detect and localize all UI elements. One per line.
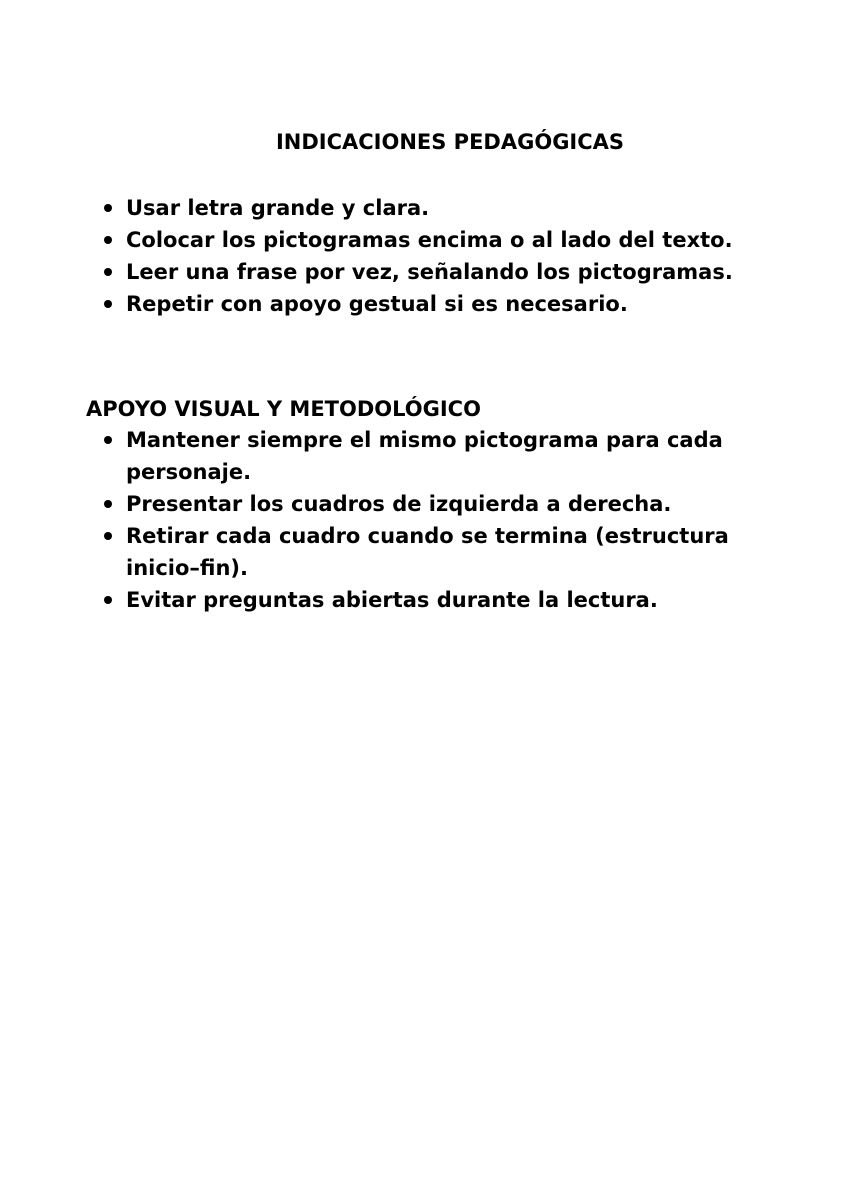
section-title-apoyo-visual: APOYO VISUAL Y METODOLÓGICO	[86, 397, 481, 421]
bullet-icon	[104, 532, 112, 540]
list-item-text: Repetir con apoyo gestual si es necesario.	[126, 292, 628, 316]
bullet-icon	[104, 500, 112, 508]
list-item-text: Colocar los pictogramas encima o al lado del texto.	[126, 228, 733, 252]
list-item	[104, 288, 794, 320]
bullet-icon	[104, 268, 112, 276]
bullet-icon	[104, 236, 112, 244]
list-item	[104, 584, 794, 616]
indicaciones-list	[104, 192, 794, 320]
list-item-text: Evitar preguntas abiertas durante la lectura.	[126, 588, 658, 612]
list-item-text: Presentar los cuadros de izquierda a derecha.	[126, 492, 672, 516]
list-item	[104, 256, 794, 288]
bullet-icon	[104, 300, 112, 308]
list-item	[104, 224, 794, 256]
list-item	[104, 488, 794, 520]
list-item-text: Usar letra grande y clara.	[126, 196, 430, 220]
bullet-icon	[104, 596, 112, 604]
list-item	[104, 520, 794, 584]
bullet-icon	[104, 436, 112, 444]
apoyo-visual-list	[104, 424, 794, 616]
list-item-text: Leer una frase por vez, señalando los pictogramas.	[126, 260, 733, 284]
bullet-icon	[104, 204, 112, 212]
section-title-indicaciones: INDICACIONES PEDAGÓGICAS	[275, 130, 625, 154]
list-item-text: Retirar cada cuadro cuando se termina (estructura inicio–fin).	[126, 524, 729, 580]
list-item	[104, 424, 794, 488]
list-item	[104, 192, 794, 224]
list-item-text: Mantener siempre el mismo pictograma para cada personaje.	[126, 428, 723, 484]
